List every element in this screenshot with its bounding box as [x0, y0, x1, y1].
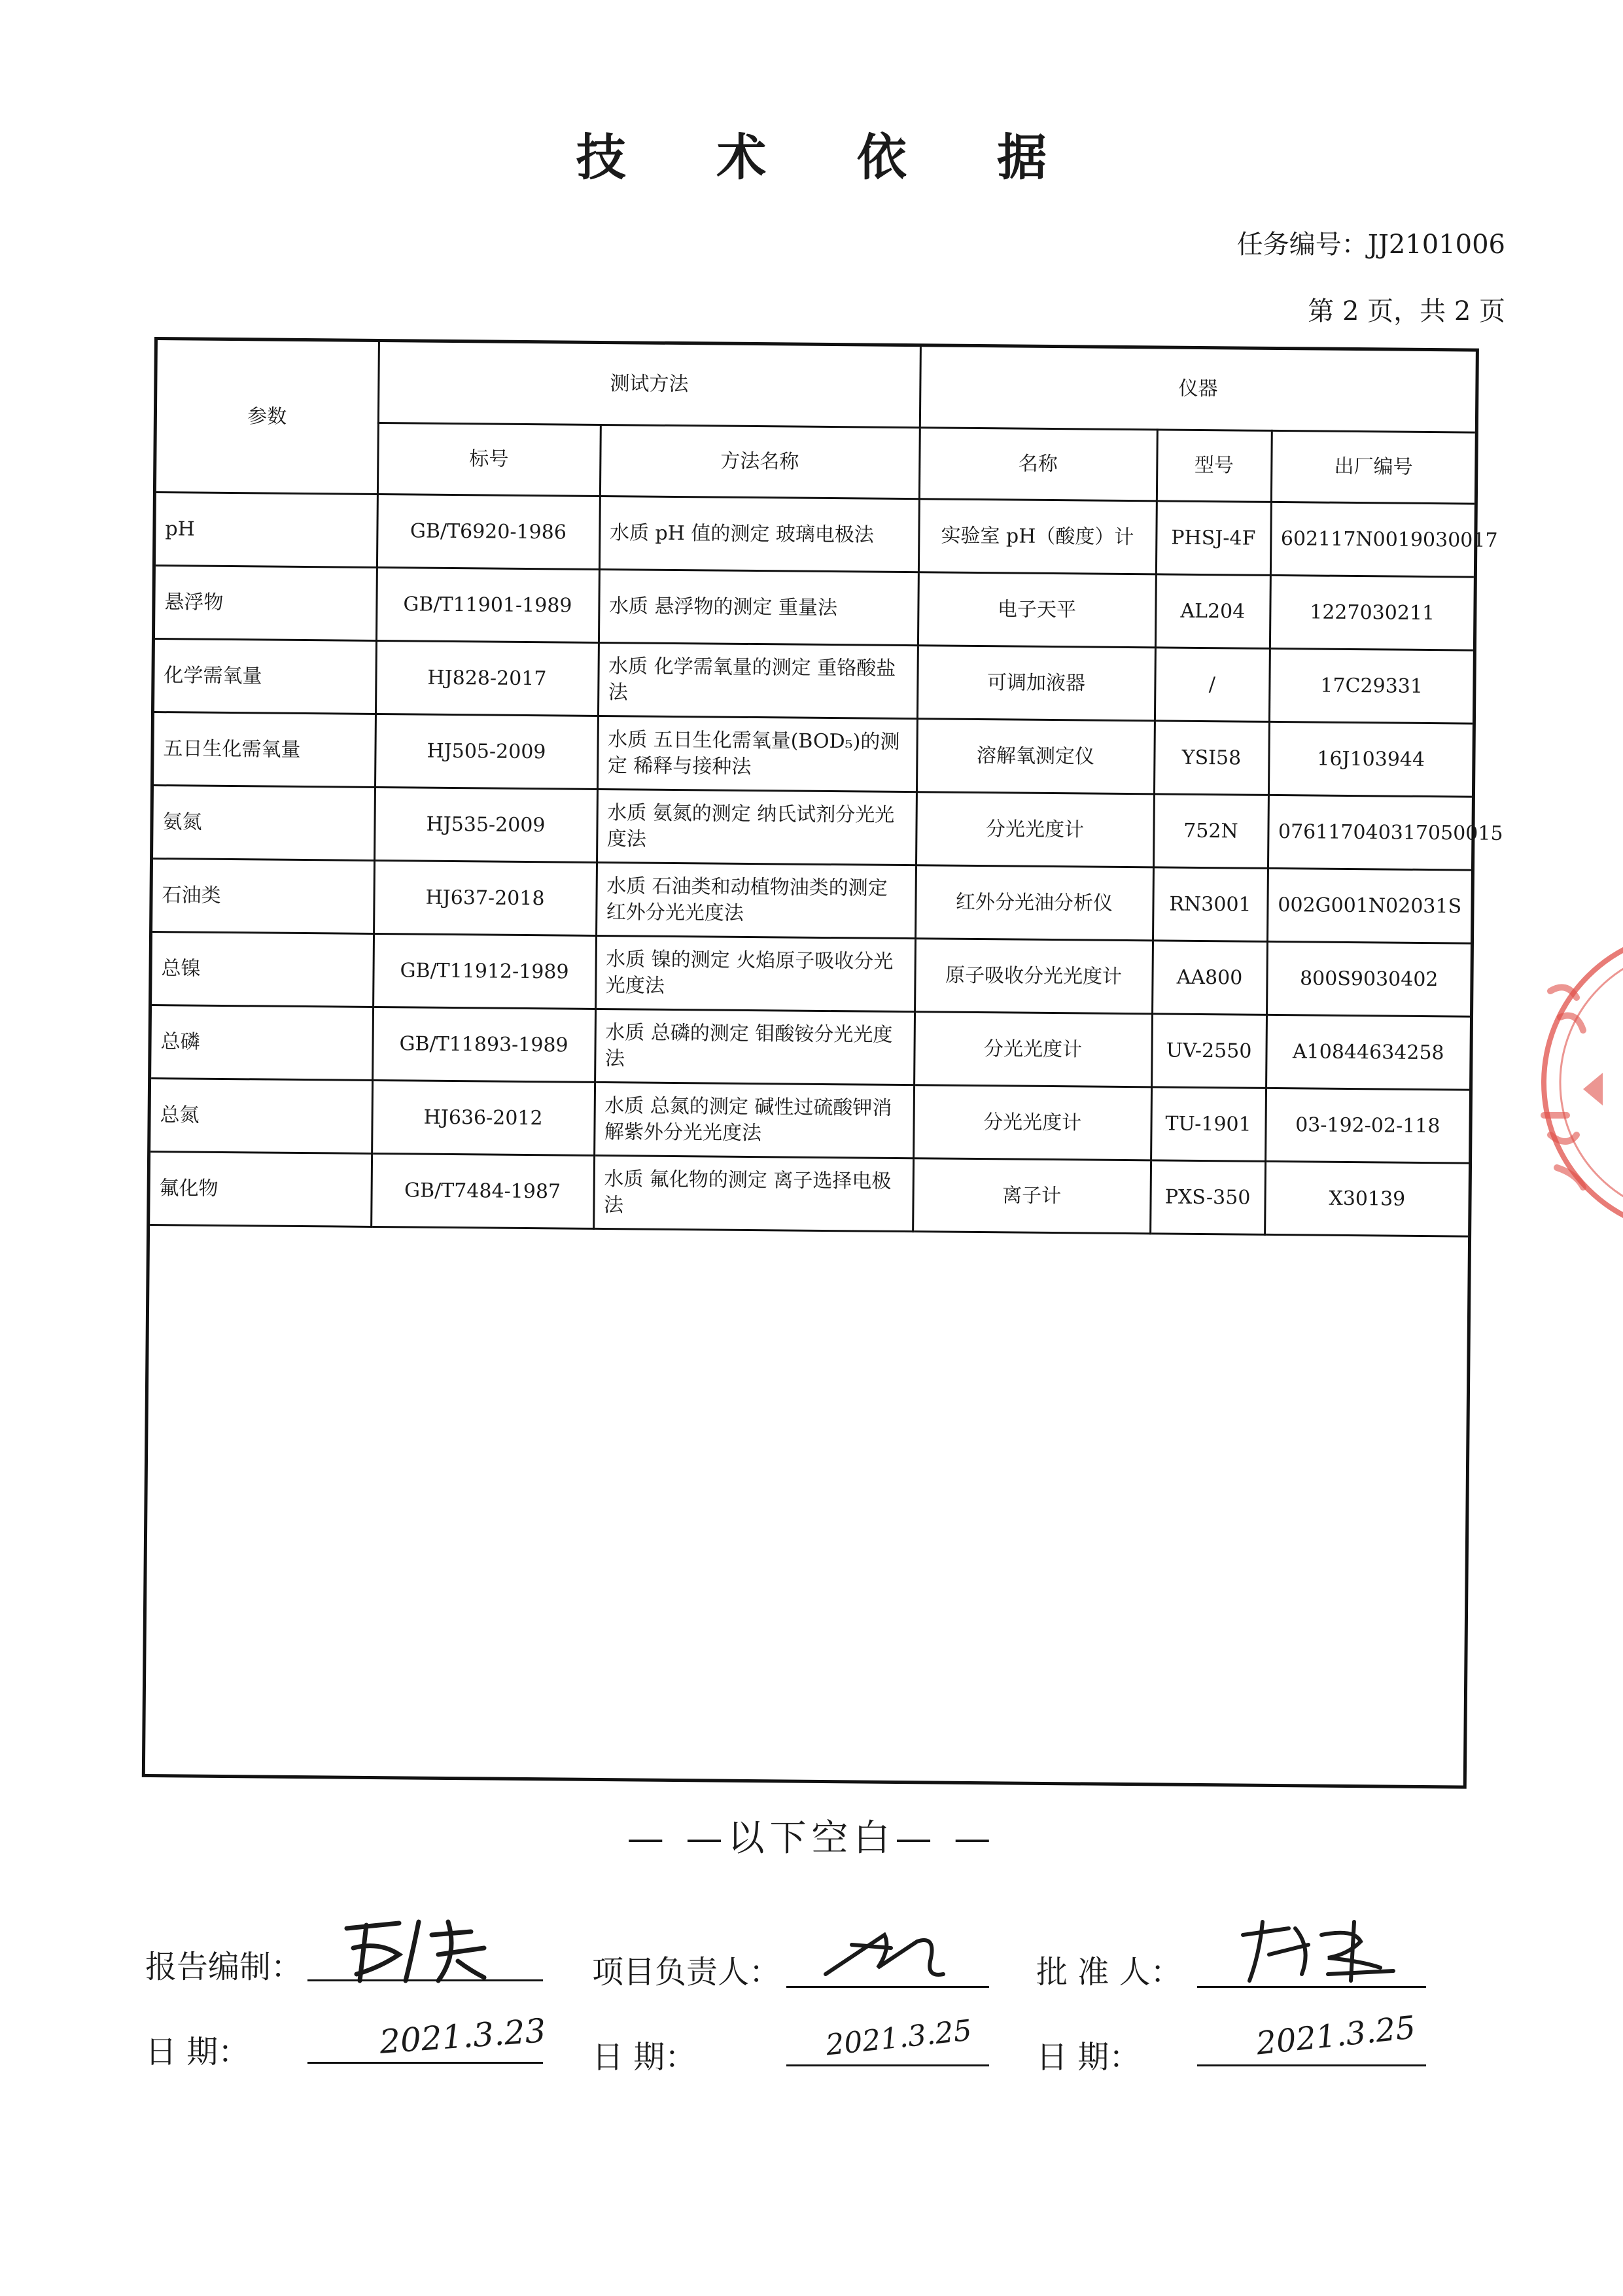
table-row: [151, 1005, 1470, 1090]
manager-date-value: 2021.3.25: [824, 2013, 973, 2062]
partial-red-stamp: [1505, 919, 1623, 1249]
instrument-cell: 溶解氧测定仪: [916, 719, 1155, 794]
param-cell: 氨氮: [153, 786, 375, 861]
date-line: [786, 2064, 989, 2066]
stamp-seal-icon: [1505, 919, 1623, 1246]
instrument-cell: 分光光度计: [913, 1085, 1151, 1160]
approver-label: 批 准 人：: [1036, 1954, 1182, 1991]
table-row: [152, 932, 1471, 1017]
instrument-cell: 电子天平: [918, 572, 1156, 648]
manager-date-label: 日 期：: [592, 2039, 697, 2076]
instrument-cell: 分光光度计: [916, 792, 1154, 867]
method-cell: 水质 总氮的测定 碱性过硫酸钾消解紫外分光光度法: [594, 1082, 914, 1158]
param-cell: 石油类: [152, 859, 374, 934]
prepared-by-signature: [307, 1909, 543, 1987]
serial-cell: 602117N0019030017: [1270, 502, 1475, 577]
model-cell: PXS-350: [1150, 1160, 1265, 1235]
param-cell: 悬浮物: [155, 566, 377, 641]
method-cell: 水质 五日生化需氧量(BOD₅)的测定 稀释与接种法: [597, 716, 917, 791]
standard-cell: HJ637-2018: [374, 860, 597, 935]
header-instrument-name: 名称: [919, 428, 1157, 501]
serial-cell: 16J103944: [1268, 722, 1473, 797]
blank-below-note: — —以下空白— —: [627, 1817, 996, 1860]
param-cell: 总氮: [150, 1079, 372, 1154]
model-cell: PHSJ-4F: [1156, 501, 1271, 576]
model-cell: UV-2550: [1151, 1014, 1266, 1088]
method-cell: 水质 氨氮的测定 纳氏试剂分光光度法: [597, 789, 916, 865]
serial-cell: 03-192-02-118: [1265, 1088, 1469, 1163]
instrument-cell: 实验室 pH（酸度）计: [918, 499, 1157, 574]
instrument-cell: 可调加液器: [917, 646, 1155, 721]
date-line: [307, 2062, 543, 2064]
header-instrument-group: 仪器: [920, 347, 1476, 432]
table-row: [156, 493, 1475, 578]
page-title: 技 术 依 据: [576, 128, 1084, 186]
handwritten-signature-icon: [307, 1909, 543, 1987]
model-cell: YSI58: [1154, 721, 1269, 795]
model-cell: AL204: [1155, 574, 1270, 649]
approver-date-field: [1197, 2008, 1426, 2080]
model-cell: AA800: [1152, 941, 1267, 1015]
param-cell: pH: [156, 493, 377, 568]
param-cell: 总镍: [152, 932, 374, 1007]
prepared-date-field: [307, 2008, 548, 2080]
table-row: [154, 712, 1473, 797]
table-row: [150, 1079, 1469, 1164]
project-manager-signature: [786, 1909, 989, 1994]
model-cell: RN3001: [1153, 867, 1268, 942]
table-row: [155, 566, 1474, 651]
page-indicator: 第 2 页，共 2 页: [1308, 296, 1505, 326]
standard-cell: GB/T11912-1989: [373, 933, 596, 1009]
standard-cell: HJ505-2009: [375, 714, 598, 789]
standard-cell: HJ828-2017: [375, 640, 599, 716]
signature-line: [1197, 1986, 1426, 1988]
prepared-date-label: 日 期：: [145, 2034, 250, 2070]
header-method-name: 方法名称: [600, 425, 920, 498]
serial-cell: A10844634258: [1266, 1015, 1470, 1090]
param-cell: 化学需氧量: [154, 639, 376, 714]
method-cell: 水质 悬浮物的测定 重量法: [599, 569, 918, 645]
param-cell: 总磷: [151, 1005, 373, 1081]
approver-date-value: 2021.3.25: [1254, 2009, 1418, 2062]
standard-cell: HJ535-2009: [374, 787, 597, 862]
technical-basis-table: [150, 340, 1503, 1238]
method-cell: 水质 石油类和动植物油类的测定 红外分光光度法: [596, 862, 916, 938]
method-cell: 水质 pH 值的测定 玻璃电极法: [599, 496, 919, 572]
table-row: [150, 1151, 1469, 1236]
model-cell: 752N: [1153, 794, 1268, 869]
prepared-by-label: 报告编制：: [145, 1949, 303, 1985]
serial-cell: 17C29331: [1269, 648, 1473, 723]
instrument-cell: 原子吸收分光光度计: [915, 939, 1153, 1014]
method-cell: 水质 氟化物的测定 离子选择电极法: [593, 1155, 913, 1231]
standard-cell: GB/T11901-1989: [376, 567, 599, 642]
header-standard: 标号: [377, 423, 601, 496]
header-method-group: 测试方法: [378, 342, 920, 428]
serial-cell: X30139: [1265, 1161, 1469, 1236]
standard-cell: GB/T7484-1987: [371, 1153, 594, 1228]
standard-cell: HJ636-2012: [372, 1080, 595, 1155]
prepared-date-value: 2021.3.23: [378, 2011, 548, 2061]
param-cell: 五日生化需氧量: [154, 712, 375, 788]
header-model: 型号: [1157, 430, 1272, 502]
handwritten-signature-icon: [786, 1909, 989, 1994]
standard-cell: GB/T6920-1986: [377, 494, 600, 569]
method-cell: 水质 总磷的测定 钼酸铵分光光度法: [595, 1009, 915, 1085]
standard-cell: GB/T11893-1989: [372, 1007, 595, 1082]
header-serial: 出厂编号: [1271, 430, 1475, 504]
method-cell: 水质 化学需氧量的测定 重铬酸盐法: [598, 642, 918, 718]
serial-cell: 800S9030402: [1266, 941, 1471, 1017]
method-cell: 水质 镍的测定 火焰原子吸收分光光度法: [595, 935, 915, 1011]
instrument-cell: 离子计: [913, 1158, 1151, 1234]
instrument-cell: 分光光度计: [914, 1012, 1152, 1087]
date-line: [1197, 2064, 1426, 2066]
approver-signature: [1197, 1909, 1426, 1994]
table-row: [152, 859, 1471, 944]
approver-date-label: 日 期：: [1036, 2039, 1141, 2076]
serial-cell: 002G001N02031S: [1267, 868, 1471, 943]
signature-line: [786, 1986, 989, 1988]
header-param: 参数: [156, 340, 379, 494]
table-row: [154, 639, 1473, 724]
serial-cell: 076117040317050015: [1268, 795, 1472, 870]
project-manager-label: 项目负责人：: [592, 1954, 781, 1991]
technical-basis-frame: [142, 337, 1503, 1789]
manager-date-field: [786, 2008, 989, 2080]
table-row: [153, 786, 1472, 871]
serial-cell: 1227030211: [1270, 575, 1474, 650]
model-cell: TU-1901: [1151, 1087, 1266, 1162]
task-number: 任务编号：JJ2101006: [1236, 230, 1505, 260]
handwritten-signature-icon: [1197, 1909, 1426, 1994]
model-cell: /: [1155, 648, 1270, 722]
signature-line: [307, 1979, 543, 1981]
instrument-cell: 红外分光油分析仪: [915, 865, 1153, 941]
param-cell: 氟化物: [150, 1151, 372, 1226]
